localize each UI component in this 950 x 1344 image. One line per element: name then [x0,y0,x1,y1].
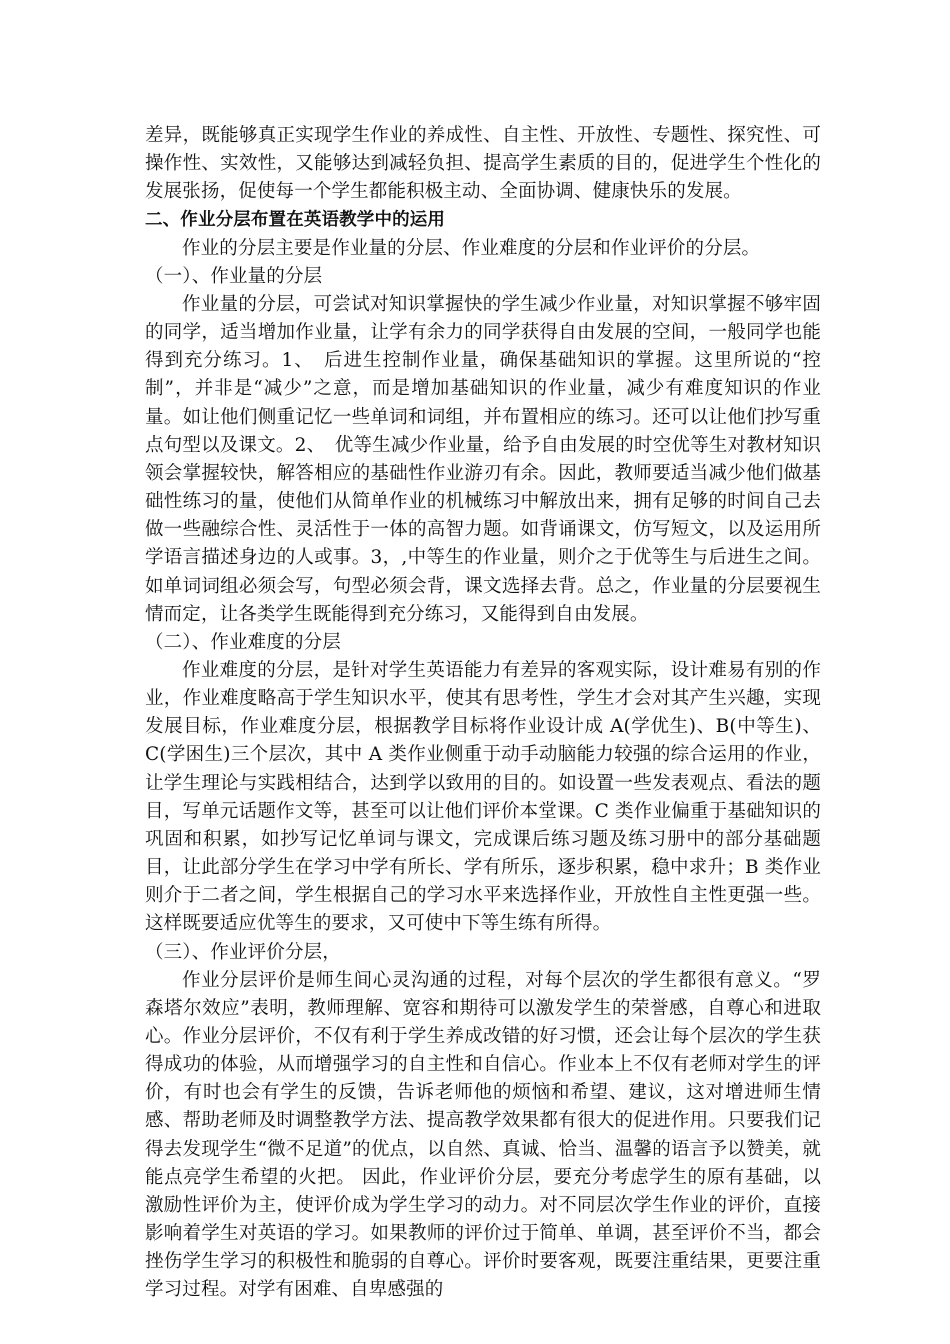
paragraph-continued: 差异，既能够真正实现学生作业的养成性、自主性、开放性、专题性、探究性、可操作性、实效性，又能够达到减轻负担、提高学生素质的目的，促进学生个性化的发展张扬，促使每一个学生都能积极主动、全面协调、健康快乐的发展。 [145,125,821,203]
section-heading: 二、作业分层布置在英语教学中的运用 [145,210,446,231]
subsection-heading-difficulty: （二）、作业难度的分层 [145,631,341,653]
subsection-heading-evaluation: （三）、作业评价分层， [145,941,341,963]
paragraph-difficulty: 作业难度的分层，是针对学生英语能力有差异的客观实际，设计难易有别的作业，作业难度略高于学生知识水平，使其有思考性，学生才会对其产生兴趣，实现发展目标，作业难度分层，根据教学目标将作业设计成 A(学优生)、B(中等生)、C(学困生)三个层次，其中 A 类作业侧重于动手动脑能力较强的综合运用的作业，让学生理论与实践相结合，达到学以致用的目的。如设置一些发表观点、看法的题目，写单元话题作文等，甚至可以让他们评价本堂课。C 类作业偏重于基础知识的巩固和积累，如抄写记忆单词与课文，完成课后练习题及练习册中的部分基础题目，让此部分学生在学习中学有所长、学有所乐，逐步积累，稳中求升；B 类作业则介于二者之间，学生根据自己的学习水平来选择作业，开放性自主性更强一些。 这样既要适应优等生的要求，又可使中下等生练有所得。 [145,659,821,935]
paragraph-quantity: 作业量的分层，可尝试对知识掌握快的学生减少作业量，对知识掌握不够牢固的同学，适当增加作业量，让学有余力的同学获得自由发展的空间，一般同学也能得到充分练习。1、 后进生控制作业量，确保基础知识的掌握。这里所说的“控制”，并非是“减少”之意，而是增加基础知识的作业量，减少有难度知识的作业量。如让他们侧重记忆一些单词和词组，并布置相应的练习。还可以让他们抄写重点句型以及课文。2、 优等生减少作业量，给予自由发展的时空优等生对教材知识领会掌握较快，解答相应的基础性作业游刃有余。因此，教师要适当减少他们做基础性练习的量，使他们从简单作业的机械练习中解放出来，拥有足够的时间自己去做一些融综合性、灵活性于一体的高智力题。如背诵课文，仿写短文，以及运用所学语言描述身边的人或事。3，,中等生的作业量，则介之于优等生与后进生之间。如单词词组必须会写，句型必须会背，课文选择去背。总之，作业量的分层要视生情而定，让各类学生既能得到充分练习，又能得到自由发展。 [145,293,821,625]
paragraph-evaluation: 作业分层评价是师生间心灵沟通的过程，对每个层次的学生都很有意义。“罗森塔尔效应”表明，教师理解、宽容和期待可以激发学生的荣誉感，自尊心和进取心。作业分层评价，不仅有利于学生养成改错的好习惯，还会让每个层次的学生获得成功的体验，从而增强学习的自主性和自信心。作业本上不仅有老师对学生的评价，有时也会有学生的反馈，告诉老师他的烦恼和希望、建议，这对增进师生情感、帮助老师及时调整教学方法、提高教学效果都有很大的促进作用。只要我们记得去发现学生“微不足道”的优点，以自然、真诚、恰当、温馨的语言予以赞美，就能点亮学生希望的火把。 因此，作业评价分层，要充分考虑学生的原有基础，以激励性评价为主，使评价成为学生学习的动力。对不同层次学生作业的评价，直接影响着学生对英语的学习。如果教师的评价过于简单、单调，甚至评价不当，都会挫伤学生学习的积极性和脆弱的自尊心。评价时要客观，既要注重结果，更要注重学习过程。对学有困难、自卑感强的 [145,969,821,1301]
document-body [145,122,821,1305]
paragraph-intro: 作业的分层主要是作业量的分层、作业难度的分层和作业评价的分层。 [182,237,761,259]
subsection-heading-quantity: （一）、作业量的分层 [145,265,323,287]
